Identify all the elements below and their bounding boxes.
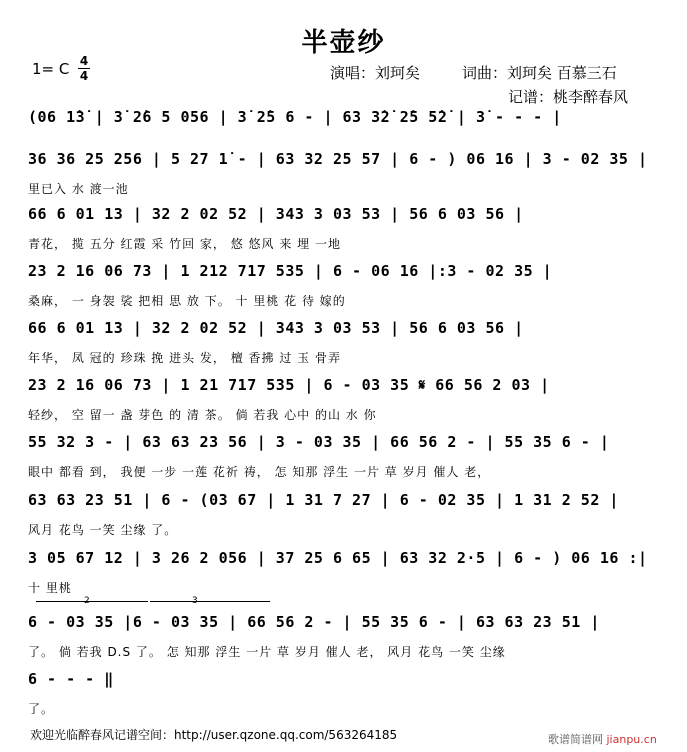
song-title: 半壶纱: [301, 28, 386, 58]
lyric-line: 轻纱， 空 留一 盏 芽色 的 清 茶。 倘 若我 心中 的山 水 你: [28, 408, 377, 422]
notation-line: 6 - - - ‖: [28, 670, 114, 688]
lyric-line: 桑麻， 一 身袈 裟 把相 思 放 下。 十 里桃 花 待 嫁的: [28, 294, 346, 308]
score-row: [28, 258, 668, 318]
score-row: [28, 666, 668, 726]
notation-line: 66 6 01 13 | 32 2 02 52 | 343 3 03 53 | 56 6 03 56 |: [28, 319, 524, 337]
notation-line: 55 32 3 - | 63 63 23 56 | 3 - 03 35 | 66 56 2 - | 55 35 6 - |: [28, 433, 610, 451]
score-row: [28, 596, 668, 669]
score: [28, 104, 668, 714]
score-row: [28, 487, 668, 547]
score-row: [28, 429, 668, 489]
time-signature: [78, 55, 90, 82]
volta-line: [36, 601, 148, 602]
score-row: [28, 545, 668, 605]
lyric-line: 青花， 揽 五分 红霞 采 竹回 家， 悠 悠风 来 埋 一地: [28, 237, 341, 251]
score-row: [28, 372, 668, 432]
volta-number: 2: [84, 596, 90, 606]
score-row: [28, 315, 668, 375]
watermark-site-name: 歌谱简谱网: [548, 733, 603, 746]
lyric-line: 里已入 水 渡一池: [28, 182, 129, 196]
lyric-line: 了。: [28, 702, 55, 716]
time-signature-top: 4: [79, 54, 89, 68]
score-row: [28, 201, 668, 261]
notation-line: (06 1̇3̇ | 3̇ 2̇6 5 056 | 3̇ 2̇5 6 - | 63 3̇2̇ 2̇5 5̇2̇ | 3̇ - - - |: [28, 108, 562, 126]
watermark-domain: jianpu.cn: [606, 733, 657, 746]
notation-line: 3 05 67 12 | 3 26 2 056 | 37 25 6 65 | 63 32 2·5 | 6 - ) 06 16 :|: [28, 549, 648, 567]
notation-line: 23 2 16 06 73 | 1 212 717 535 | 6 - 06 16 |:3 - 02 35 |: [28, 262, 553, 280]
lyric-line: 年华， 凤 冠的 珍珠 挽 进头 发， 檀 香拂 过 玉 骨弄: [28, 351, 341, 365]
volta-number: 3: [192, 596, 198, 606]
notation-line: 36 36 25 256 | 5 27 1̇ - | 63 32 25 57 | 6 - ) 06 16 | 3 - 02 35 |: [28, 150, 648, 168]
notation-line: 23 2 16 06 73 | 1 21 717 535 | 6 - 03 35 𝄋 66 56 2 03 |: [28, 376, 550, 394]
key-signature: 1= C: [32, 60, 70, 78]
notation-line: 66 6 01 13 | 32 2 02 52 | 343 3 03 53 | 56 6 03 56 |: [28, 205, 524, 223]
notation-line: 63 63 23 51 | 6 - (03 67 | 1 31 7 27 | 6 - 02 35 | 1 31 2 52 |: [28, 491, 619, 509]
time-signature-bottom: 4: [79, 69, 89, 83]
footer-credit: 欢迎光临醉春风记谱空间：http://user.qzone.qq.com/563264185: [30, 728, 398, 742]
notation-line: 6 - 03 35 |6 - 03 35 | 66 56 2 - | 55 35 6 - | 63 63 23 51 |: [28, 613, 600, 631]
score-row: [28, 146, 668, 206]
lyric-line: 十 里桃: [28, 581, 72, 595]
singer-credit: 演唱：刘珂矣: [330, 64, 421, 82]
notator-credit: 记谱：桃李醉春风: [508, 88, 629, 106]
volta-line: [150, 601, 270, 602]
lyric-line: 眼中 都看 到， 我便 一步 一莲 花祈 祷， 怎 知那 浮生 一片 草 岁月 催人 老，: [28, 465, 491, 479]
lyric-line: 了。 倘 若我 D.S 了。 怎 知那 浮生 一片 草 岁月 催人 老， 风月 花鸟 一笑 尘缘: [28, 645, 506, 659]
writer-credit: 词曲：刘珂矣 百慕三石: [462, 64, 617, 82]
lyric-line: 风月 花鸟 一笑 尘缘 了。: [28, 523, 178, 537]
watermark: [548, 731, 657, 747]
